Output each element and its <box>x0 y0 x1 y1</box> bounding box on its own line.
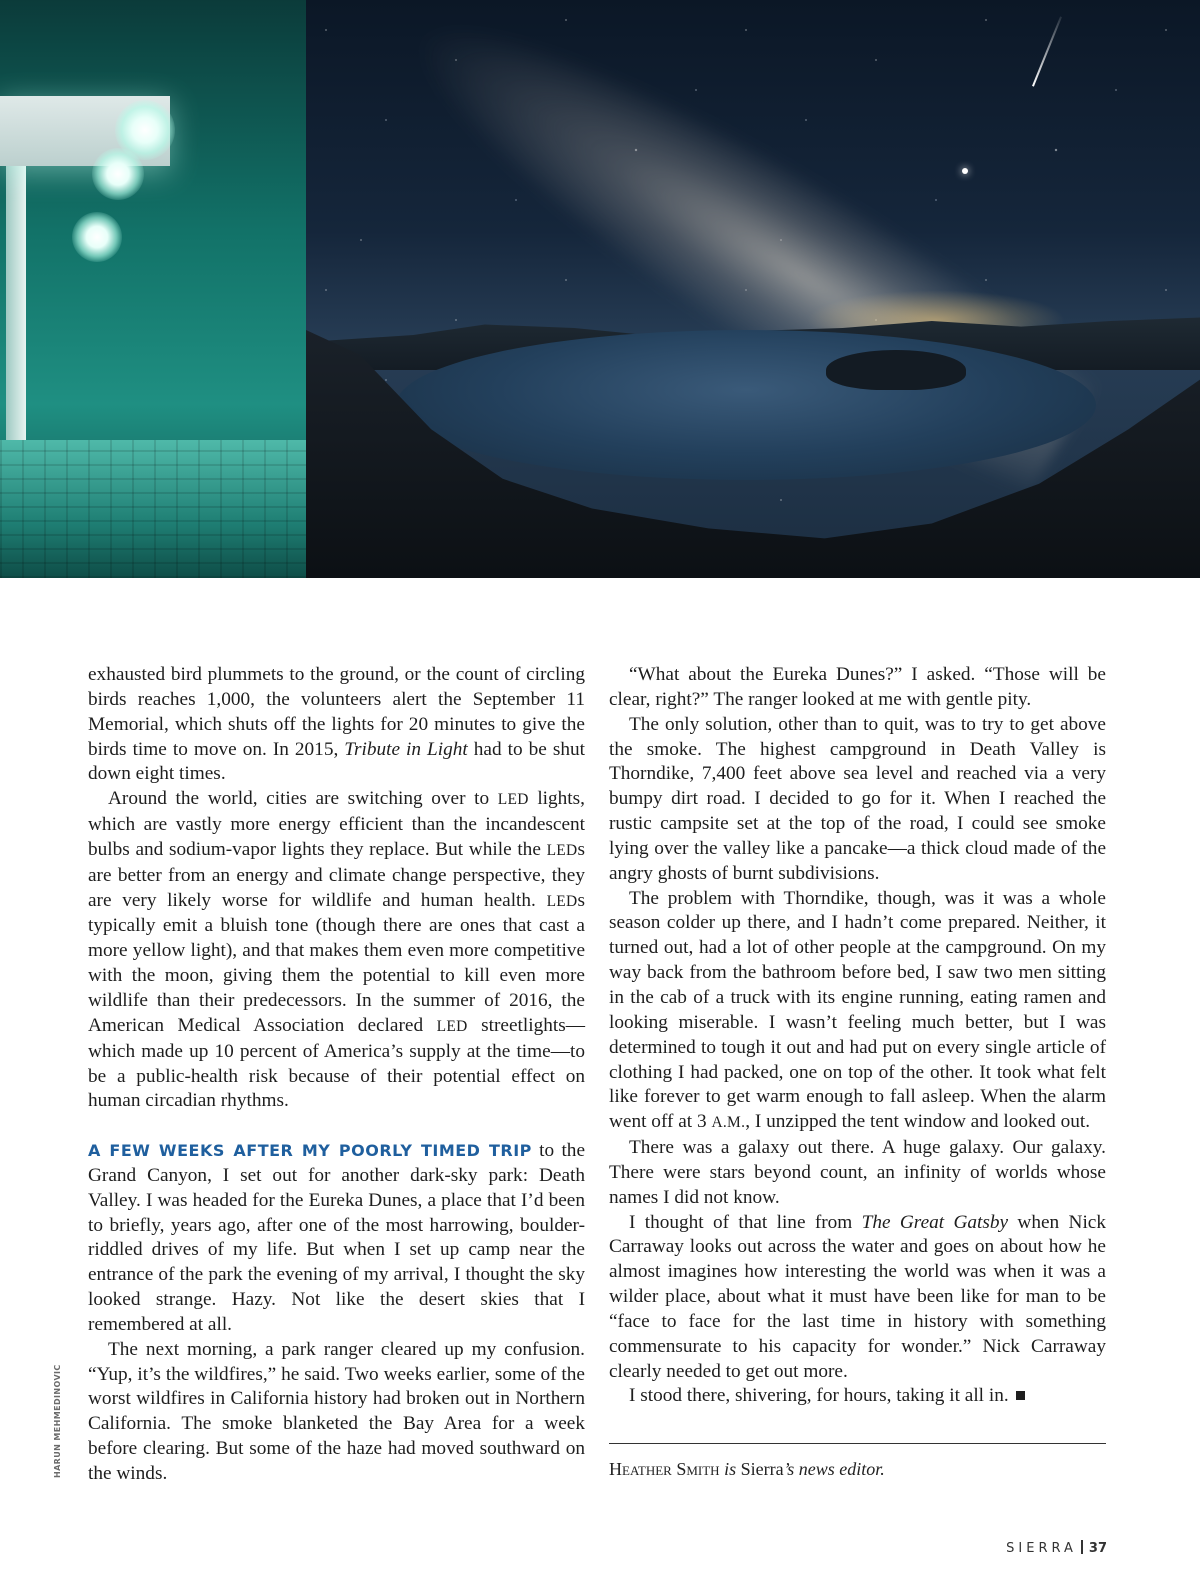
lamp-glow <box>72 212 122 262</box>
book-title: The Great Gatsby <box>861 1211 1009 1233</box>
crater-lake <box>396 330 1096 480</box>
acronym: LED <box>546 892 578 910</box>
paragraph <box>609 887 1106 1136</box>
streetlight-photo <box>0 0 306 578</box>
text: I stood there, shivering, for hours, taking it all in. <box>629 1385 1009 1407</box>
paragraph <box>88 663 585 787</box>
text: had to be shut down eight times. <box>88 738 585 785</box>
author-name: Heather Smith <box>609 1459 720 1479</box>
paragraph: The only solution, other than to quit, was to try to get above the smoke. The highest campground in Death Valley is Thorndike, 7,400 feet above sea level and reached via a very bumpy dirt road. I decided to go for it. When I reached the rustic campsite set at the top of the road, I could see smoke lying over the valley like a pancake—a thick cloud made of the angry ghosts of burnt subdivisions. <box>609 713 1106 884</box>
acronym: LED <box>436 1017 468 1035</box>
text: when Nick Carraway looks out across the water and goes on about how he almost imagines how interesting the world was when it was a wilder place, about what it must have been like for man to be “face to face for the last time in history with something commensurate to his capacity for wonder.” Nick Carraway clearly needed to get out more. <box>609 1211 1106 1382</box>
text: exhausted bird plummets to the ground, or the count of circling birds reaches 1,000, the volunteers alert the September 11 Memorial, which shuts off the lights for 20 minutes to give the birds time to move on. In 2015, <box>88 664 585 760</box>
paragraph: The next morning, a park ranger cleared up my confusion. “Yup, it’s the wildfires,” he said. Two weeks earlier, some of the worst wildfires in California history had broken out in Northern California. The smoke blanketed the Bay Area for a week before clearing. But some of the haze had moved southward on the winds. <box>88 1338 585 1484</box>
page-footer <box>1006 1540 1107 1556</box>
text: , I unzipped the tent window and looked out. <box>745 1111 1091 1133</box>
section-paragraph <box>88 1139 585 1338</box>
article-column-left <box>88 663 585 1487</box>
artwork-title: Tribute in Light <box>344 738 468 760</box>
photo-credit: HARUN MEHMEDINOVIC <box>53 1364 62 1478</box>
paragraph: There was a galaxy out there. A huge galaxy. Our galaxy. There were stars beyond count, an infinity of worlds whose names I did not know. <box>609 1137 1106 1208</box>
text: Around the world, cities are switching over to <box>108 788 498 810</box>
author-bio <box>609 1458 1106 1480</box>
paragraph <box>609 1211 1106 1385</box>
night-sky-lake-photo <box>306 0 1200 578</box>
acronym: LED <box>497 791 529 809</box>
text: I thought of that line from <box>629 1211 862 1233</box>
photo-strip <box>0 0 1200 578</box>
magazine-name: Sierra <box>740 1459 784 1479</box>
island <box>826 350 966 390</box>
text: s typically emit a bluish tone (though there are ones that cast a more yellow light), and that makes them even more competitive with the moon, giving them the potential to kill even more wildlife than their predecessors. In the summer of 2016, the American Medical Association declared <box>88 889 585 1036</box>
text: to the Grand Canyon, I set out for another dark-sky park: Death Valley. I was headed for the Eureka Dunes, a place that I’d been to briefly, years ago, after one of the most harrowing, boulder-riddled drives of my life. But when I set up camp near the entrance of the park the evening of my arrival, I thought the sky looked strange. Hazy. Not like the desert skies that I remembered at all. <box>88 1139 585 1335</box>
text: s are better from an energy and climate change perspective, they are very likely worse for wildlife and human health. <box>88 838 585 911</box>
acronym: LED <box>546 841 578 859</box>
closing-paragraph <box>609 1384 1106 1409</box>
section-lead-in: A FEW WEEKS AFTER MY POORLY TIMED TRIP <box>88 1140 532 1160</box>
end-mark-icon <box>1016 1391 1025 1400</box>
folio-divider <box>1081 1540 1083 1554</box>
lamp-glow <box>92 148 144 200</box>
bio-divider <box>609 1443 1106 1444</box>
bright-planet <box>962 168 968 174</box>
text: The problem with Thorndike, though, was it was a whole season colder up there, and I hadn’t come prepared. Neither, it turned out, had a lot of other people at the campground. On my way back from the bathroom before bed, I saw two men sitting in the cab of a truck with its engine running, eating ramen and looking miserable. I wasn’t feeling much better, but I was determined to tough it out and had put on every single article of clothing I had packed, one on top of the other. It took what felt like forever to get warm enough to fall asleep. When the alarm went off at 3 <box>609 887 1106 1133</box>
magazine-name: SIERRA <box>1006 1541 1077 1556</box>
text: lights, which are vastly more energy efficient than the incandescent bulbs and sodium-vapor lights they replace. But while the <box>88 788 585 860</box>
paragraph <box>88 787 585 1114</box>
paragraph: “What about the Eureka Dunes?” I asked. “Those will be clear, right?” The ranger looked at me with gentle pity. <box>609 664 1106 710</box>
bio-text: is <box>719 1459 741 1479</box>
time-abbreviation: A.M. <box>711 1114 746 1132</box>
article-column-right <box>609 663 1106 1409</box>
bio-text: ’s news editor. <box>783 1459 885 1479</box>
page-number: 37 <box>1088 1541 1107 1556</box>
text: streetlights—which made up 10 percent of America’s supply at the time—to be a public-health risk because of their potential effect on human circadian rhythms. <box>88 1014 585 1112</box>
paved-ground <box>0 440 306 578</box>
